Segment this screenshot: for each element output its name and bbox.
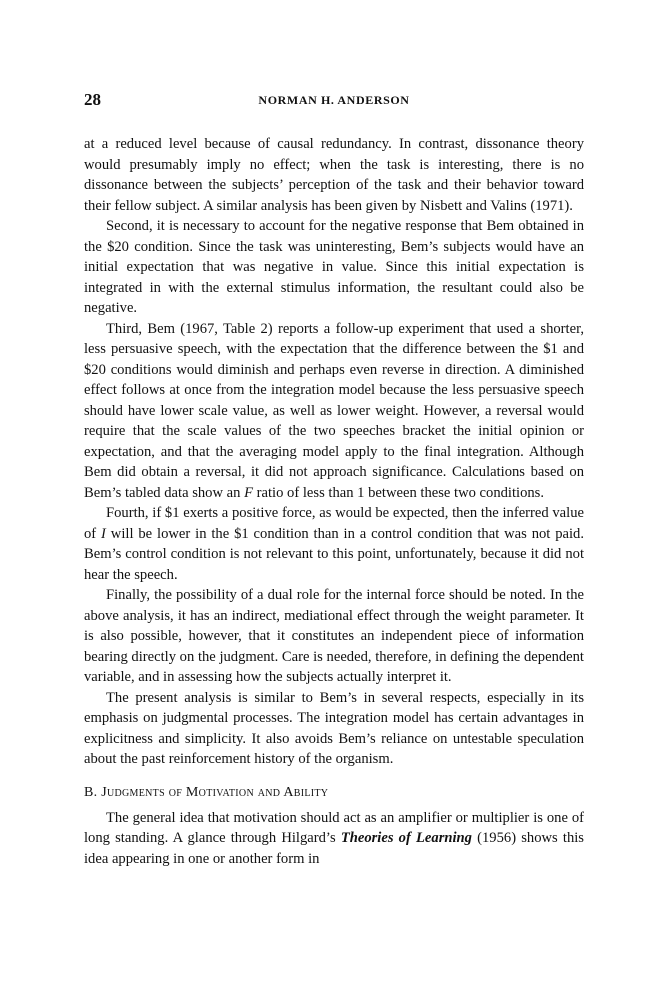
paragraph-3-text: Third, Bem (1967, Table 2) reports a follow-up experiment that used a shorter, less persuasive speech, with the expectation that the difference between the $1 and $20 conditions would diminish and perhaps even reverse in direction. A diminished effect follows at once from the integration model because the less persuasive speech should have lower scale value, as well as lower weight. However, a reversal would require that the scale values of the two speeches bracket the initial opinion or expectation, and that the averaging model apply to the final integration. Although Bem did obtain a reversal, it did not approach significance. Calculations based on Bem’s tabled data show an (84, 320, 584, 501)
paragraph-3 (84, 319, 584, 504)
section-paragraph (84, 808, 584, 870)
f-ratio-symbol: F (244, 484, 254, 501)
paragraph-1: at a reduced level because of causal redundancy. In contrast, dissonance theory would presumably imply no effect; when the task is interesting, there is no dissonance between the subjects’ perception of the task and their behavior toward their fellow subject. A similar analysis has been given by Nisbett and Valins (1971). (84, 136, 584, 214)
i-symbol: I (101, 525, 106, 542)
paragraph-4-text: Fourth, if $1 exerts a positive force, as would be expected, then the inferred value of (84, 505, 584, 542)
page-number: 28 (84, 90, 101, 109)
section-heading: B. Judgments of Motivation and Ability (84, 784, 329, 800)
paragraph-2: Second, it is necessary to account for the negative response that Bem obtained in the $20 condition. Since the task was uninteresting, Bem’s subjects would have an initial expectation that was negative in value. Since this initial expectation is integrated in with the external stimulus information, the resultant could also be negative. (84, 218, 584, 316)
section-paragraph-end: (1956) shows this idea appearing in one or another form in (84, 830, 584, 867)
running-header (84, 90, 584, 112)
paragraph-3-end: ratio of less than 1 between these two conditions. (253, 484, 545, 501)
paragraph-6: The present analysis is similar to Bem’s in several respects, especially in its emphasis on judgmental processes. The integration model has certain advantages in explicitness and simplicity. It also avoids Bem’s reliance on untestable speculation about the past reinforcement history of the organism. (84, 689, 584, 767)
running-head-author: NORMAN H. ANDERSON (258, 93, 410, 107)
paragraph-5: Finally, the possibility of a dual role for the internal force should be noted. In the above analysis, it has an indirect, mediational effect through the weight parameter. It is also possible, however, that it constitutes an independent piece of information bearing directly on the judgment. Care is needed, therefore, in defining the dependent variable, and in assessing how the subjects actually interpret it. (84, 587, 584, 685)
section-paragraph-start: The general idea that motivation should act as an amplifier or multiplier is one of long standing. A glance through Hilgard’s (84, 809, 584, 846)
paragraph-4-end: will be lower in the $1 condition than in a control condition that was not paid. Bem’s control condition is not relevant to this point, unfortunately, because it did not hear the speech. (84, 525, 584, 583)
book-title: Theories of Learning (340, 830, 472, 846)
paragraph-4 (84, 503, 584, 585)
body-text (84, 134, 584, 869)
document-page (84, 90, 584, 869)
